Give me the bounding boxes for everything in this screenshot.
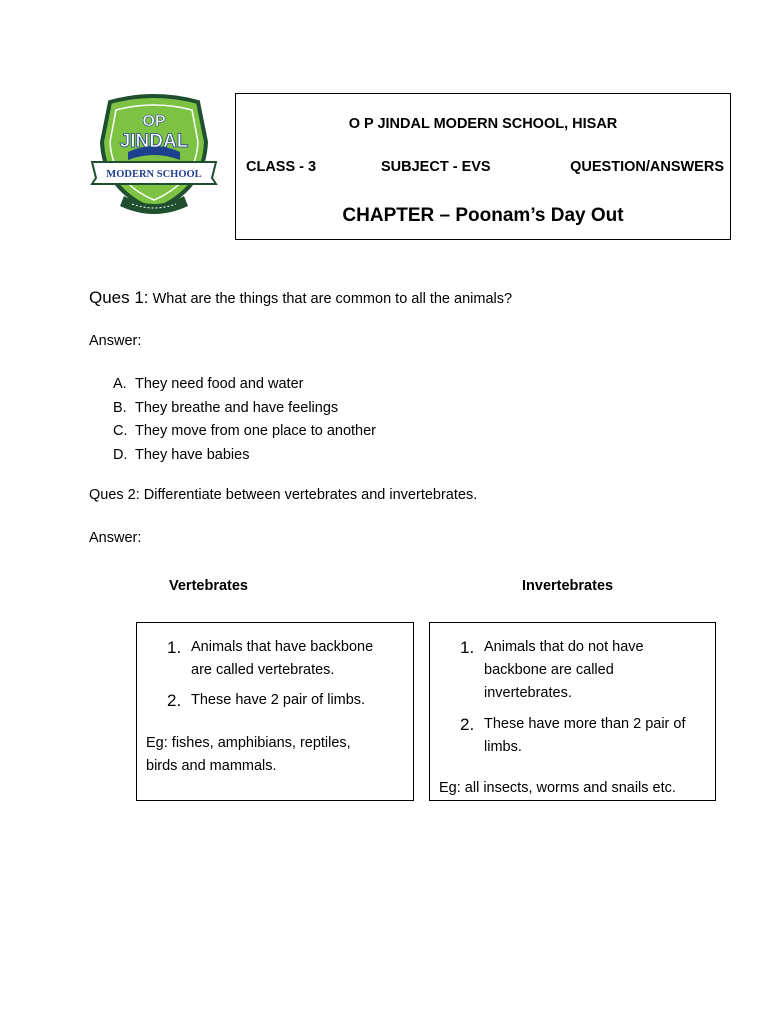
logo-banner: MODERN SCHOOL xyxy=(106,169,202,180)
question-1-text: What are the things that are common to all the animals? xyxy=(148,291,513,307)
answer-1-options xyxy=(113,374,376,468)
answer-2-label: Answer: xyxy=(89,530,142,546)
class-label: CLASS - 3 xyxy=(246,159,317,175)
invertebrates-box: 1. Animals that do not have backbone are called invertebrates. 2. These have more than 2 pair of limbs. Eg: all insects, worms and snails etc. xyxy=(429,622,716,801)
header-box xyxy=(235,93,731,240)
logo-op: OP xyxy=(142,113,166,130)
vertebrates-example: Eg: fishes, amphibians, reptiles, birds and mammals. xyxy=(146,735,351,774)
school-name: O P JINDAL MODERN SCHOOL, HISAR xyxy=(348,116,618,132)
invertebrates-heading: Invertebrates xyxy=(522,578,614,594)
invertebrates-example: Eg: all insects, worms and snails etc. xyxy=(439,780,676,796)
question-1-label: Ques 1: xyxy=(89,288,149,307)
type-label: QUESTION/ANSWERS xyxy=(570,159,724,175)
vertebrates-box: 1. Animals that have backbone are called vertebrates. 2. These have 2 pair of limbs. Eg: fishes, amphibians, reptiles, birds and mammals. xyxy=(136,622,414,801)
option-a: A. They need food and water xyxy=(113,376,304,392)
option-b: B. They breathe and have feelings xyxy=(113,399,339,416)
answer-1-label: Answer: xyxy=(89,333,142,349)
logo-jindal: JINDAL xyxy=(119,131,189,152)
vertebrates-heading: Vertebrates xyxy=(169,578,248,594)
chapter-title: CHAPTER – Poonam’s Day Out xyxy=(342,205,624,226)
school-logo xyxy=(88,92,220,222)
option-c: C. They move from one place to another xyxy=(113,423,376,440)
subject-label: SUBJECT - EVS xyxy=(381,159,491,175)
option-d: D. They have babies xyxy=(113,446,250,463)
question-1 xyxy=(89,288,512,308)
question-2: Ques 2: Differentiate between vertebrates and invertebrates. xyxy=(89,487,478,503)
